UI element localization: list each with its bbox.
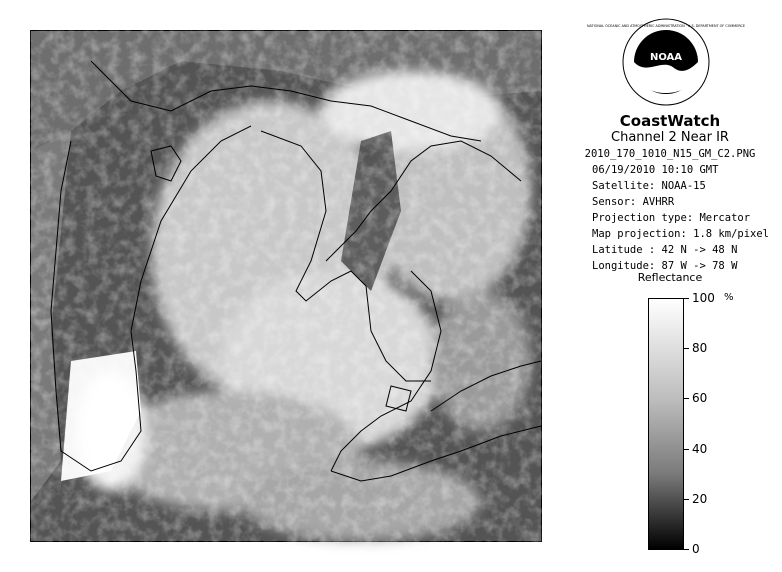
satellite-image-canvas bbox=[31, 31, 541, 541]
colorbar-tick-mark bbox=[684, 449, 689, 450]
reflectance-colorbar bbox=[648, 298, 684, 550]
colorbar-tick-label: 60 bbox=[692, 391, 708, 406]
info-panel bbox=[558, 0, 782, 572]
product-title: CoastWatch bbox=[619, 112, 721, 130]
colorbar-tick-label: 40 bbox=[692, 441, 708, 456]
channel-label: Channel 2 Near IR bbox=[611, 130, 729, 145]
date-time-label: 06/19/2010 10:10 GMT bbox=[592, 164, 719, 176]
colorbar-tick-label: 100 bbox=[692, 291, 715, 305]
colorbar-tick-mark bbox=[684, 348, 689, 349]
noaa-logo-text: NOAA bbox=[649, 52, 683, 63]
colorbar-title: Reflectance bbox=[637, 271, 703, 284]
colorbar-unit: % bbox=[724, 292, 734, 303]
colorbar-tick-mark bbox=[684, 549, 689, 550]
satellite-label: Satellite: NOAA-15 bbox=[592, 180, 706, 192]
colorbar-tick-label: 20 bbox=[692, 491, 708, 506]
latitude-label: Latitude : 42 N -> 48 N bbox=[592, 244, 738, 256]
colorbar-tick-label: 80 bbox=[692, 341, 708, 356]
colorbar-tick-mark bbox=[684, 499, 689, 500]
colorbar-tick-mark bbox=[684, 398, 689, 399]
noaa-logo bbox=[586, 18, 746, 106]
colorbar-tick-mark bbox=[684, 298, 689, 299]
filename-label: 2010_170_1010_N15_GM_C2.PNG bbox=[584, 148, 756, 160]
longitude-label: Longitude: 87 W -> 78 W bbox=[592, 260, 738, 272]
sensor-label: Sensor: AVHRR bbox=[592, 196, 675, 208]
noaa-logo-ring-text: NATIONAL OCEANIC AND ATMOSPHERIC ADMINISTRATION · U.S. DEPARTMENT OF COMMERCE bbox=[586, 24, 746, 28]
satellite-image-map bbox=[30, 30, 542, 542]
cloud-texture bbox=[31, 31, 541, 541]
projection-type-label: Projection type: Mercator bbox=[592, 212, 751, 224]
map-projection-label: Map projection: 1.8 km/pixel bbox=[592, 228, 770, 240]
colorbar-tick-label: 0 bbox=[692, 542, 700, 556]
